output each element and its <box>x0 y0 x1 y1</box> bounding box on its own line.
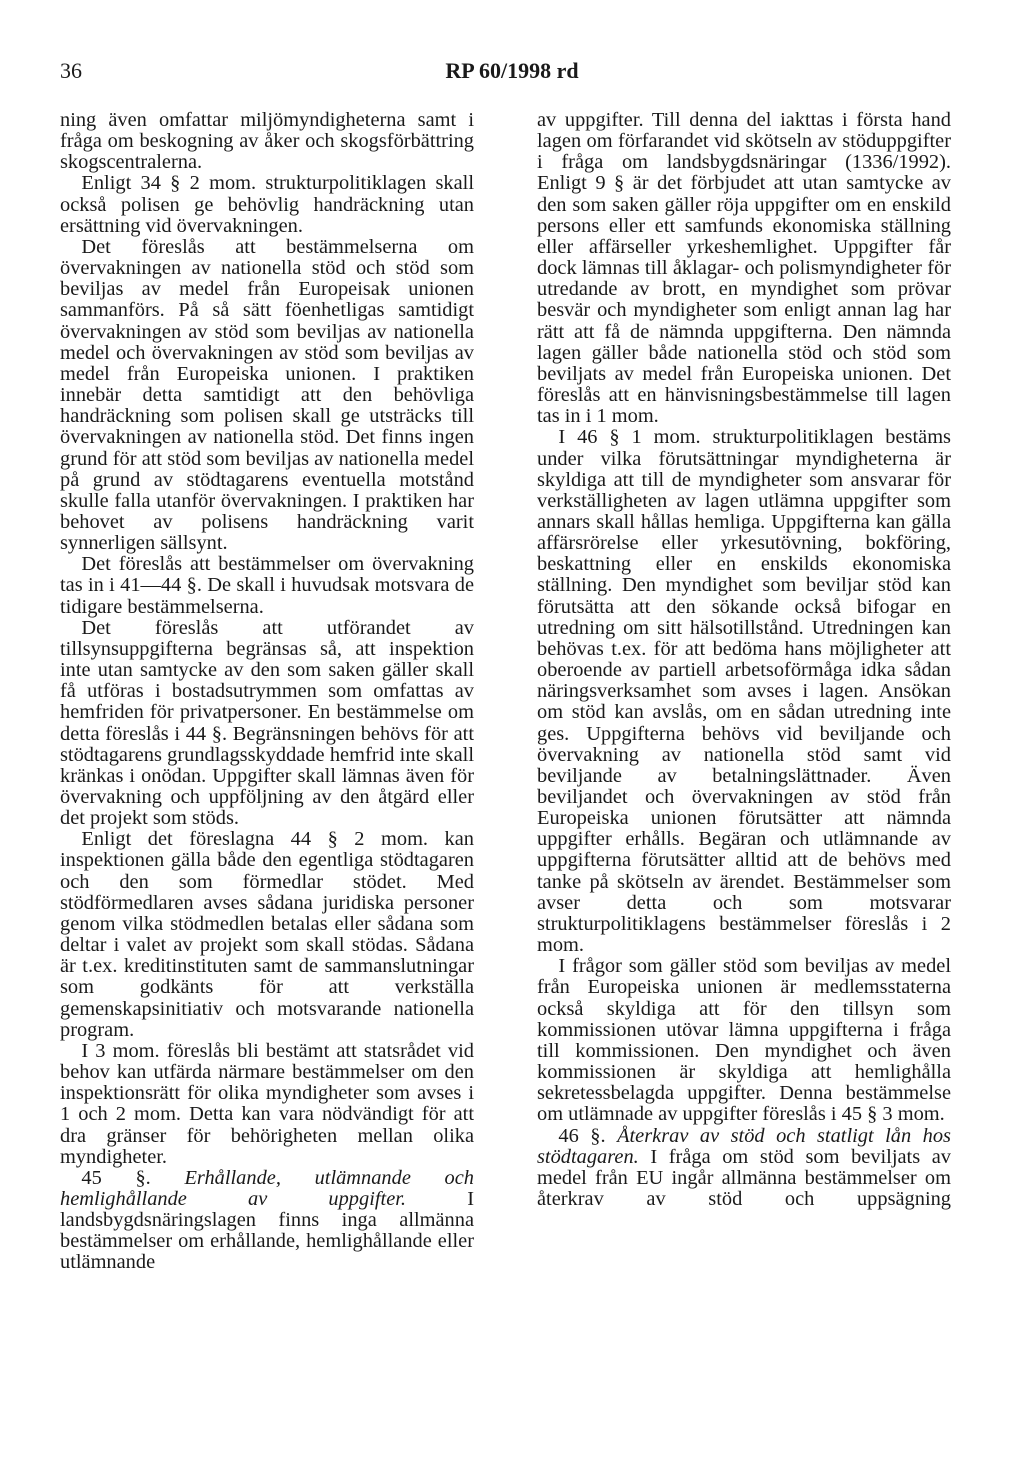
paragraph: av uppgifter. Till denna del iakttas i första hand lagen om förfarandet vid skötseln av stöduppgifter i fråga om landsbygdsnäringar (1336/1992). Enligt 9 § är det förbjudet att utan samtycke av den som saken gäller röja uppgifter om en enskild persons eller ett samfunds ekonomiska ställning eller affärseller yrkeshemlighet. Uppgifter får dock lämnas till åklagar- och polismyndigheter för utredande av brott, en myndighet som prövar besvär och myndigheter som enligt annan lag har rätt att få de nämnda uppgifterna. Den nämnda lagen gäller både nationella stöd och stöd som beviljats av medel från Europeiska unionen. Det föreslås att en hänvisningsbestämmelse till lagen tas in i 1 mom. <box>537 109 951 428</box>
paragraph: Enligt det föreslagna 44 § 2 mom. kan inspektionen gälla både den egentliga stödtagaren och den som förmedlar stödet. Med stödförmedlaren avses sådana juridiska personer genom vilka stödmedlen betalas eller sådana som deltar i valet av projekt som skall stödas. Sådana är t.ex. kreditinstituten samt de sammanslutningar som godkänts för att verkställa gemenskapsinitiativ och motsvarande nationella program. <box>60 828 474 1041</box>
page-number: 36 <box>60 58 82 83</box>
paragraph-text: I fråga om stöd som beviljats av medel från EU ingår allmänna bestämmelser om återkrav av stöd och uppsägning <box>537 1145 951 1210</box>
right-column <box>537 110 951 1210</box>
paragraph: I 46 § 1 mom. strukturpolitiklagen bestäms under vilka förutsättningar myndigheterna är skyldiga att till de myndigheter som ansvarar för verkställigheten av lagen utlämna uppgifter som annars skall hållas hemliga. Uppgifterna kan gälla affärsrörelse eller yrkesutövning, bokföring, beskattning eller en enskilds ekonomiska ställning. Den myndighet som beviljar stöd kan förutsätta att den sökande också bifogar en utredning om sitt hälsotillstånd. Utredningen kan behövas t.ex. för att bedöma hans möjligheter att oberoende av partiell arbetsoförmåga idka sådan näringsverksamhet som avses i lagen. Ansökan om stöd kan avslås, om en sådan utredning inte ges. Uppgifterna behövs vid beviljande och övervakning av nationella stöd samt vid beviljande av betalningslättnader. Även beviljandet och övervakningen av stöd från Europeiska unionen förutsätter att nämnda uppgifter erhålls. Begäran och utlämnande av uppgifterna förutsätter alltid att de behövs med tanke på skötseln av ärendet. Bestämmelser som avser detta och som motsvarar strukturpolitiklagens bestämmelser föreslås i 2 mom. <box>537 426 951 957</box>
paragraph: Det föreslås att bestämmelser om övervakning tas in i 41—44 §. De skall i huvudsak motsvara de tidigare bestämmelserna. <box>60 553 474 618</box>
paragraph: Det föreslås att bestämmelserna om övervakningen av nationella stöd och stöd som beviljas av medel från Europeisak unionen sammanförs. På så sätt föenhetligas samtidigt övervakningen av stöd som beviljas av nationella medel och övervakningen av stöd som beviljas av medel från Europeiska unionen. I praktiken innebär detta samtidigt att den behövliga handräckning som polisen skall ge utsträcks till övervakningen av nationella stöd. Det finns ingen grund för att stöd som beviljas av nationella medel på grund av stödtagarens eventuella motstånd skulle falla utanför övervakningen. I praktiken har behovet av polisens handräckning varit synnerligen sällsynt. <box>60 235 474 555</box>
section-46-paragraph <box>537 1126 951 1211</box>
document-title: RP 60/1998 rd <box>445 58 579 83</box>
section-number: 45 §. <box>81 1166 151 1189</box>
paragraph: I frågor som gäller stöd som beviljas av medel från Europeiska unionen är medlemsstaterna också skyldiga att för den tillsyn som kommissionen utövar lämna uppgifterna i fråga till kommissionen. Den myndighet och även kommissionen är skyldiga att hemlighålla sekretessbelagda uppgifter. Denna bestämmelse om utlämnade av uppgifter föreslås i 45 § 3 mom. <box>537 955 951 1126</box>
paragraph: Enligt 34 § 2 mom. strukturpolitiklagen skall också polisen ge behövlig handräckning utan ersättning vid övervakningen. <box>60 172 474 237</box>
section-number: 46 §. <box>558 1124 606 1147</box>
paragraph: Det föreslås att utförandet av tillsynsuppgifterna begränsas så, att inspektion inte utan samtycke av den som saken gäller skall få utföras i bostadsutrymmen som omfattas av hemfriden för privatpersoner. En bestämmelse om detta föreslås i 44 §. Begränsningen behövs för att stödtagarens grundlagsskyddade hemfrid inte skall kränkas i onödan. Uppgifter skall lämnas även för övervakning och uppföljning av den åtgärd eller det projekt som stöds. <box>60 616 474 830</box>
left-column <box>60 110 474 1274</box>
section-45-paragraph <box>60 1168 474 1274</box>
section-heading: Erhållande, utlämnande och hemlighållande av uppgifter. <box>60 1166 474 1210</box>
paragraph: I 3 mom. föreslås bli bestämt att statsrådet vid behov kan utfärda närmare bestämmelser om den inspektionsrätt för olika myndigheter som avses i 1 och 2 mom. Detta kan vara nödvändigt för att dra gränser för behörigheten mellan olika myndigheter. <box>60 1039 474 1168</box>
paragraph: ning även omfattar miljömyndigheterna samt i fråga om beskogning av åker och skogsförbättring skogscentralerna. <box>60 109 474 174</box>
section-heading: Återkrav av stöd och statligt lån hos stödtagaren. <box>537 1124 951 1168</box>
paragraph-text: I landsbygdsnäringslagen finns inga allmänna bestämmelser om erhållande, hemlighållande eller utlämnande <box>60 1187 474 1274</box>
page-header <box>0 58 1024 88</box>
